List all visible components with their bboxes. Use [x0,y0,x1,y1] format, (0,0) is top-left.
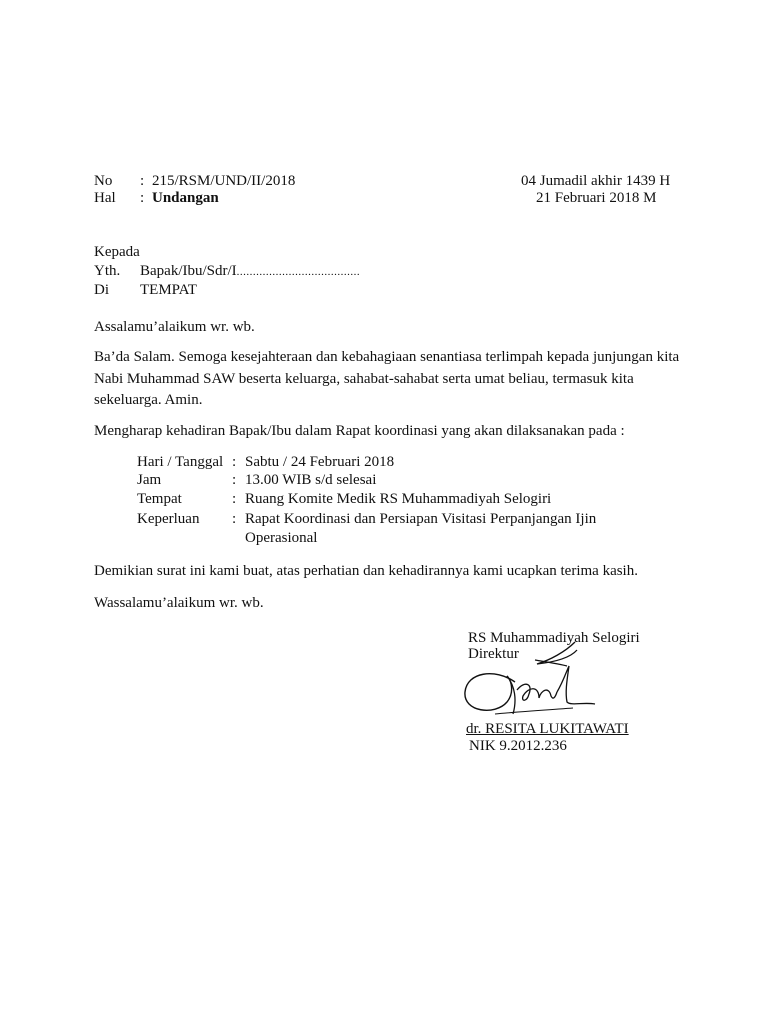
detail-value-purpose-cont: Operasional [245,530,318,546]
handwritten-signature [455,640,615,725]
detail-colon-day: : [232,454,237,470]
signature-title: Direktur [468,646,519,662]
hal-label: Hal [94,190,116,206]
detail-label-place: Tempat [137,491,182,507]
no-colon: : [140,173,145,189]
greeting: Assalamu’alaikum wr. wb. [94,319,255,335]
di-value: TEMPAT [140,282,197,298]
farewell: Wassalamu’alaikum wr. wb. [94,595,264,611]
addressee-name [140,262,360,281]
detail-colon-purpose: : [232,511,237,527]
detail-colon-place: : [232,491,237,507]
paragraph-opening: Ba’da Salam. Semoga kesejahteraan dan kebahagiaan senantiasa terlimpah kepada junjungan kita Nabi Muhammad SAW beserta keluarga, sahabat-sahabat serta umat beliau, termasuk kita sekeluarga. Amin. [94,349,680,408]
no-label: No [94,173,113,189]
signatory-name: dr. RESITA LUKITAWATI [466,721,629,737]
addressee-dots: ...................................... [236,266,361,278]
yth-label: Yth. [94,263,121,279]
di-label: Di [94,282,109,298]
hal-colon: : [140,190,145,206]
addressee-value: Bapak/Ibu/Sdr/I [140,263,237,279]
detail-value-purpose: Rapat Koordinasi dan Persiapan Visitasi Perpanjangan Ijin [245,511,597,527]
detail-value-day: Sabtu / 24 Februari 2018 [245,454,395,470]
detail-value-place: Ruang Komite Medik RS Muhammadiyah Selogiri [245,491,552,507]
letter-subject: Undangan [152,190,219,206]
detail-value-time: 13.00 WIB s/d selesai [245,472,377,488]
signature-org: RS Muhammadiyah Selogiri [468,630,640,646]
detail-label-time: Jam [137,472,162,488]
detail-colon-time: : [232,472,237,488]
date-gregorian: 21 Februari 2018 M [536,190,657,206]
kepada-label: Kepada [94,244,140,260]
signatory-nik: NIK 9.2012.236 [469,738,567,754]
detail-label-day: Hari / Tanggal [137,454,224,470]
detail-label-purpose: Keperluan [137,511,200,527]
paragraph-invitation: Mengharap kehadiran Bapak/Ibu dalam Rapat koordinasi yang akan dilaksanakan pada : [94,423,625,439]
letter-number: 215/RSM/UND/II/2018 [152,173,296,189]
closing-paragraph: Demikian surat ini kami buat, atas perhatian dan kehadirannya kami ucapkan terima kasih. [94,563,638,579]
date-hijri: 04 Jumadil akhir 1439 H [521,173,671,189]
